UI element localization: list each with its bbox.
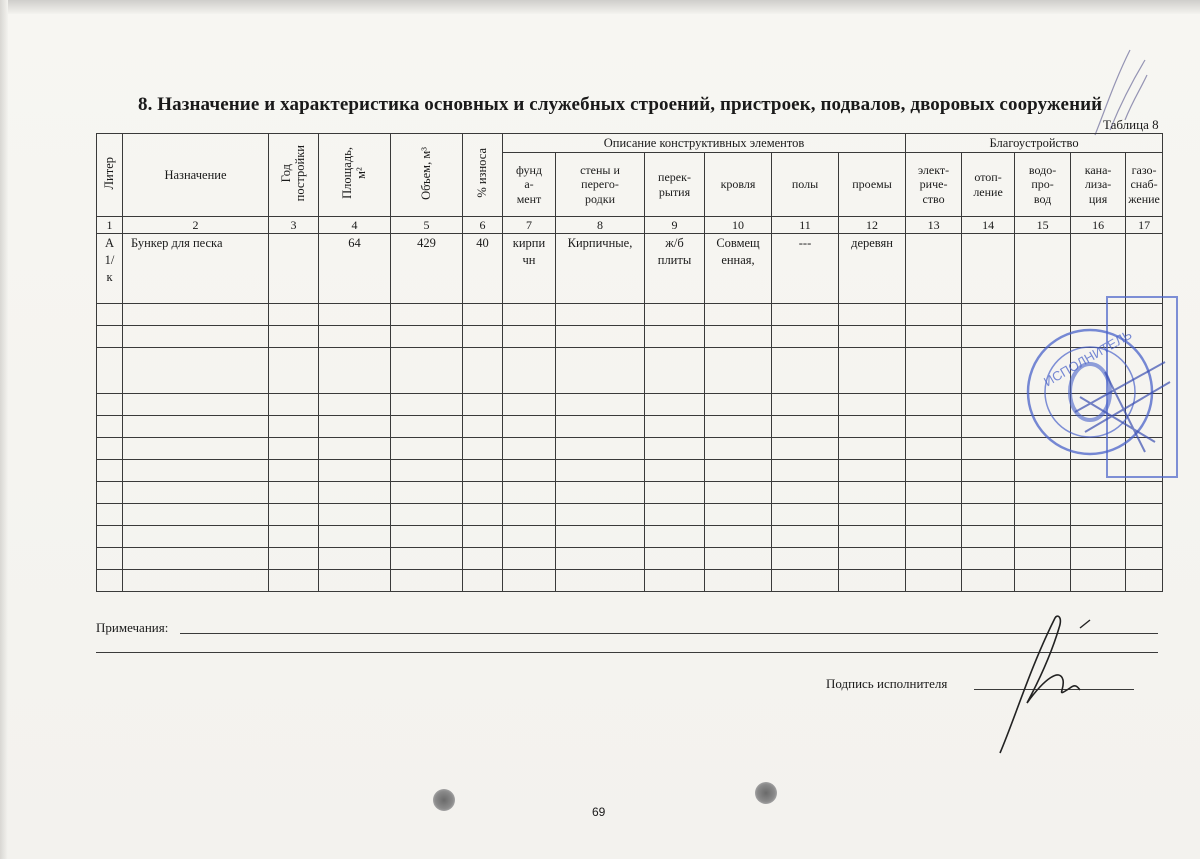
empty-row [97,482,1163,504]
empty-row [97,570,1163,592]
col-num: 10 [705,217,772,234]
header-walls: стены и перего- родки [556,153,645,217]
cell-floors: --- [772,234,839,304]
header-floors-over: перек- рытия [645,153,705,217]
header-gas: газо- снаб- жение [1126,153,1163,217]
col-num: 6 [463,217,503,234]
empty-row [97,348,1163,394]
cell-purpose: Бункер для песка [123,234,269,304]
header-openings: проемы [839,153,906,217]
col-num: 3 [269,217,319,234]
col-num: 15 [1015,217,1071,234]
empty-row [97,460,1163,482]
empty-row [97,438,1163,460]
col-num: 14 [962,217,1015,234]
col-num: 13 [906,217,962,234]
header-foundation: фунд а- мент [503,153,556,217]
empty-row [97,416,1163,438]
col-num: 5 [391,217,463,234]
header-sewer: кана- лиза- ция [1071,153,1126,217]
col-num: 1 [97,217,123,234]
column-numbers-row [97,217,1163,234]
cell-foundation: кирпи чн [503,234,556,304]
header-liter: Литер [97,134,123,217]
cell-floors-over: ж/б плиты [645,234,705,304]
header-roof: кровля [705,153,772,217]
cell-year [269,234,319,304]
cell-volume: 429 [391,234,463,304]
header-construction-group: Описание конструктивных элементов [503,134,906,153]
table-label: Таблица 8 [1103,117,1159,132]
col-num: 12 [839,217,906,234]
col-num: 16 [1071,217,1126,234]
col-num: 7 [503,217,556,234]
cell-openings: деревян [839,234,906,304]
header-amenities-group: Благоустройство [906,134,1163,153]
empty-row [97,526,1163,548]
binder-hole [433,789,455,811]
binder-hole [755,782,777,804]
col-num: 11 [772,217,839,234]
empty-row [97,326,1163,348]
header-floors: полы [772,153,839,217]
header-purpose: Назначение [123,134,269,217]
cell-heating [962,234,1015,304]
official-stamp [1015,292,1185,492]
cell-walls: Кирпичные, [556,234,645,304]
handwritten-signature [985,608,1105,758]
page-title: 8. Назначение и характеристика основных и служебных строений, пристроек, подвалов, дворовых сооружений [138,94,1103,115]
cell-area: 64 [319,234,391,304]
col-num: 17 [1126,217,1163,234]
stamp-text: ИСПОЛНИТЕЛЬ [1041,326,1135,390]
col-num: 9 [645,217,705,234]
cell-electric [906,234,962,304]
empty-row [97,504,1163,526]
empty-row [97,394,1163,416]
empty-row [97,548,1163,570]
notes-label: Примечания: [96,620,169,635]
cell-roof: Совмещ енная, [705,234,772,304]
cell-liter: А 1/ к [97,234,123,304]
header-heating: отоп- ление [962,153,1015,217]
header-volume: Объем, м³ [391,134,463,217]
scan-shadow-top [0,0,1200,14]
header-area: Площадь, м² [319,134,391,217]
signature-label: Подпись исполнителя [826,676,948,691]
header-electric: элект- риче- ство [906,153,962,217]
page-number: 69 [592,805,606,819]
col-num: 8 [556,217,645,234]
scan-shadow-left [0,0,8,859]
header-year: Год постройки [269,134,319,217]
cell-wear: 40 [463,234,503,304]
buildings-table [96,133,1163,592]
header-water: водо- про- вод [1015,153,1071,217]
empty-row [97,304,1163,326]
col-num: 4 [319,217,391,234]
col-num: 2 [123,217,269,234]
table-row [97,234,1163,304]
header-wear: % износа [463,134,503,217]
